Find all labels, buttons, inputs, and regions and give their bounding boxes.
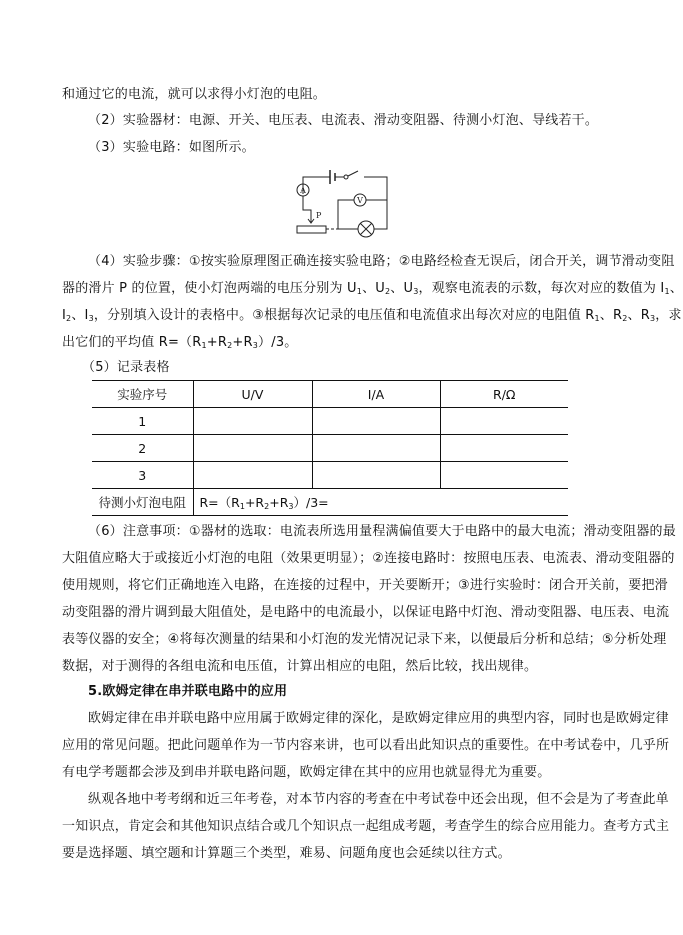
table-cell [440, 408, 568, 435]
wire-ammeter-slider [303, 196, 311, 222]
subscript: 2 [264, 502, 270, 511]
table-header-cell: I/A [312, 381, 440, 408]
table-header-cell: 实验序号 [92, 381, 193, 408]
switch-pivot [344, 175, 348, 179]
table-cell [312, 462, 440, 489]
line-para-b3: 要是选择题、填空题和计算题三个类型，难易、问题角度也会延续以往方式。 [62, 846, 511, 861]
text-segment: +R [269, 495, 289, 510]
line-para-a2: 应用的常见问题。把此问题单作为一节内容来讲，也可以看出此知识点的重要性。在中考试卷中，几乎所 [62, 738, 670, 753]
text-segment: 器的滑片 P 的位置，使小灯泡两端的电压分别为 U [62, 281, 357, 296]
line-note-2: 大阻值应略大于或接近小灯泡的电阻（效果更明显）；②连接电路时：按照电压表、电流表、滑动变阻器的 [62, 551, 675, 566]
text-segment: 、 [669, 281, 683, 296]
table-row [92, 435, 568, 462]
text-segment: 、I [71, 308, 89, 323]
section-heading: 5.欧姆定律在串并联电路中的应用 [88, 684, 288, 699]
record-table [92, 380, 568, 516]
line-para-b1: 纵观各地中考考纲和近三年考卷，对本节内容的考查在中考试卷中还会出现，但不会是为了考查此单 [88, 792, 669, 807]
table-header-cell: U/V [193, 381, 312, 408]
table-header-cell: R/Ω [440, 381, 568, 408]
table-header-row [92, 381, 568, 408]
table-cell [440, 462, 568, 489]
subscript: 2 [66, 314, 72, 323]
line-para-a3: 有电学考题都会涉及到串并联电路问题，欧姆定律在其中的应用也就显得尤为重要。 [62, 765, 551, 780]
line-para-b2: 一知识点，肯定会和其他知识点结合或几个知识点一起组成考题，考查学生的综合应用能力。查考方式主 [62, 819, 670, 834]
line-note-3: 使用规则，将它们正确地连入电路，在连接的过程中，开关要断开；③进行实验时：闭合开关前，要把滑 [62, 578, 668, 593]
text-segment: 、U [362, 281, 385, 296]
line-equipment: （2）实验器材：电源、开关、电压表、电流表、滑动变阻器、待测小灯泡、导线若干。 [88, 113, 599, 128]
text-segment: ）/3。 [258, 335, 298, 350]
table-cell [440, 435, 568, 462]
text-segment: +R [244, 495, 265, 510]
table-cell [193, 462, 312, 489]
line-step4-2 [62, 281, 683, 297]
table-cell [193, 408, 312, 435]
slider-label: P [316, 211, 322, 220]
table-row [92, 462, 568, 489]
wire-voltmeter-left [338, 200, 354, 229]
line-note-1: （6）注意事项：①器材的选取：电流表所选用量程满偏值要大于电路中的最大电流；滑动变阻器的最 [88, 524, 676, 539]
text-segment: 、R [599, 308, 623, 323]
subscript: 1 [239, 502, 245, 511]
subscript: 2 [384, 287, 391, 296]
table-row [92, 408, 568, 435]
subscript: 3 [413, 287, 419, 296]
text-segment: ，求 [655, 308, 682, 323]
subscript: 1 [201, 341, 207, 350]
line-step4-1: （4）实验步骤：①按实验原理图正确连接实验电路；②电路经检查无误后，闭合开关，调节滑动变阻 [88, 254, 675, 269]
subscript: 2 [227, 341, 233, 350]
subscript: 3 [252, 341, 259, 350]
text-segment: I [62, 308, 67, 323]
table-cell: 2 [92, 435, 193, 462]
line-note-6: 数据，对于测得的各组电流和电压值，计算出相应的电阻，然后比较，找出规律。 [62, 659, 538, 674]
table-cell: 1 [92, 408, 193, 435]
text-segment: 、R [627, 308, 650, 323]
line-step4-4 [62, 335, 602, 351]
line-note-4: 动变阻器的滑片调到最大阻值处，是电路中的电流最小，以保证电路中灯泡、滑动变阻器、电压表、电流 [62, 605, 670, 620]
subscript: 2 [622, 314, 628, 323]
table-footer-formula [193, 489, 568, 516]
table-cell [312, 408, 440, 435]
text-segment: ，观察电流表的示数，每次对应的数值为 I [418, 281, 665, 296]
table-footer-row [92, 489, 568, 516]
ammeter-label: A [300, 186, 306, 195]
table-cell: 3 [92, 462, 193, 489]
table-cell [193, 435, 312, 462]
subscript: 3 [649, 314, 656, 323]
line-circuit-caption: （3）实验电路：如图所示。 [88, 140, 255, 155]
line-p1: 和通过它的电流，就可以求得小灯泡的电阻。 [62, 87, 327, 102]
table-footer-label: 待测小灯泡电阻 [92, 489, 193, 516]
text-segment: 出它们的平均值 R=（R [62, 335, 202, 350]
line-table-caption: （5）记录表格 [82, 360, 170, 375]
voltmeter-label: V [357, 196, 363, 205]
text-segment: +R [232, 335, 253, 350]
line-para-a1: 欧姆定律在串并联电路中应用属于欧姆定律的深化，是欧姆定律应用的典型内容，同时也是欧姆定律 [88, 711, 669, 726]
subscript: 3 [88, 314, 94, 323]
text-segment: ）/3= [293, 495, 329, 510]
subscript: 3 [288, 502, 294, 511]
text-segment: +R [206, 335, 228, 350]
text-segment: ，分别填入设计的表格中。③根据每次记录的电压值和电流值求出每次对应的电阻值 R [93, 308, 595, 323]
circuit-diagram [280, 160, 420, 240]
subscript: 1 [664, 287, 670, 296]
subscript: 1 [356, 287, 363, 296]
switch-blade [348, 171, 358, 176]
line-step4-3 [62, 308, 682, 324]
text-segment: R=（R [199, 495, 240, 510]
line-note-5: 表等仪器的安全；④将每次测量的结果和小灯泡的发光情况记录下来，以便最后分析和总结；⑤分析处理 [62, 632, 667, 647]
table-cell [312, 435, 440, 462]
subscript: 1 [594, 314, 600, 323]
rheostat [297, 226, 326, 233]
text-segment: 、U [390, 281, 414, 296]
